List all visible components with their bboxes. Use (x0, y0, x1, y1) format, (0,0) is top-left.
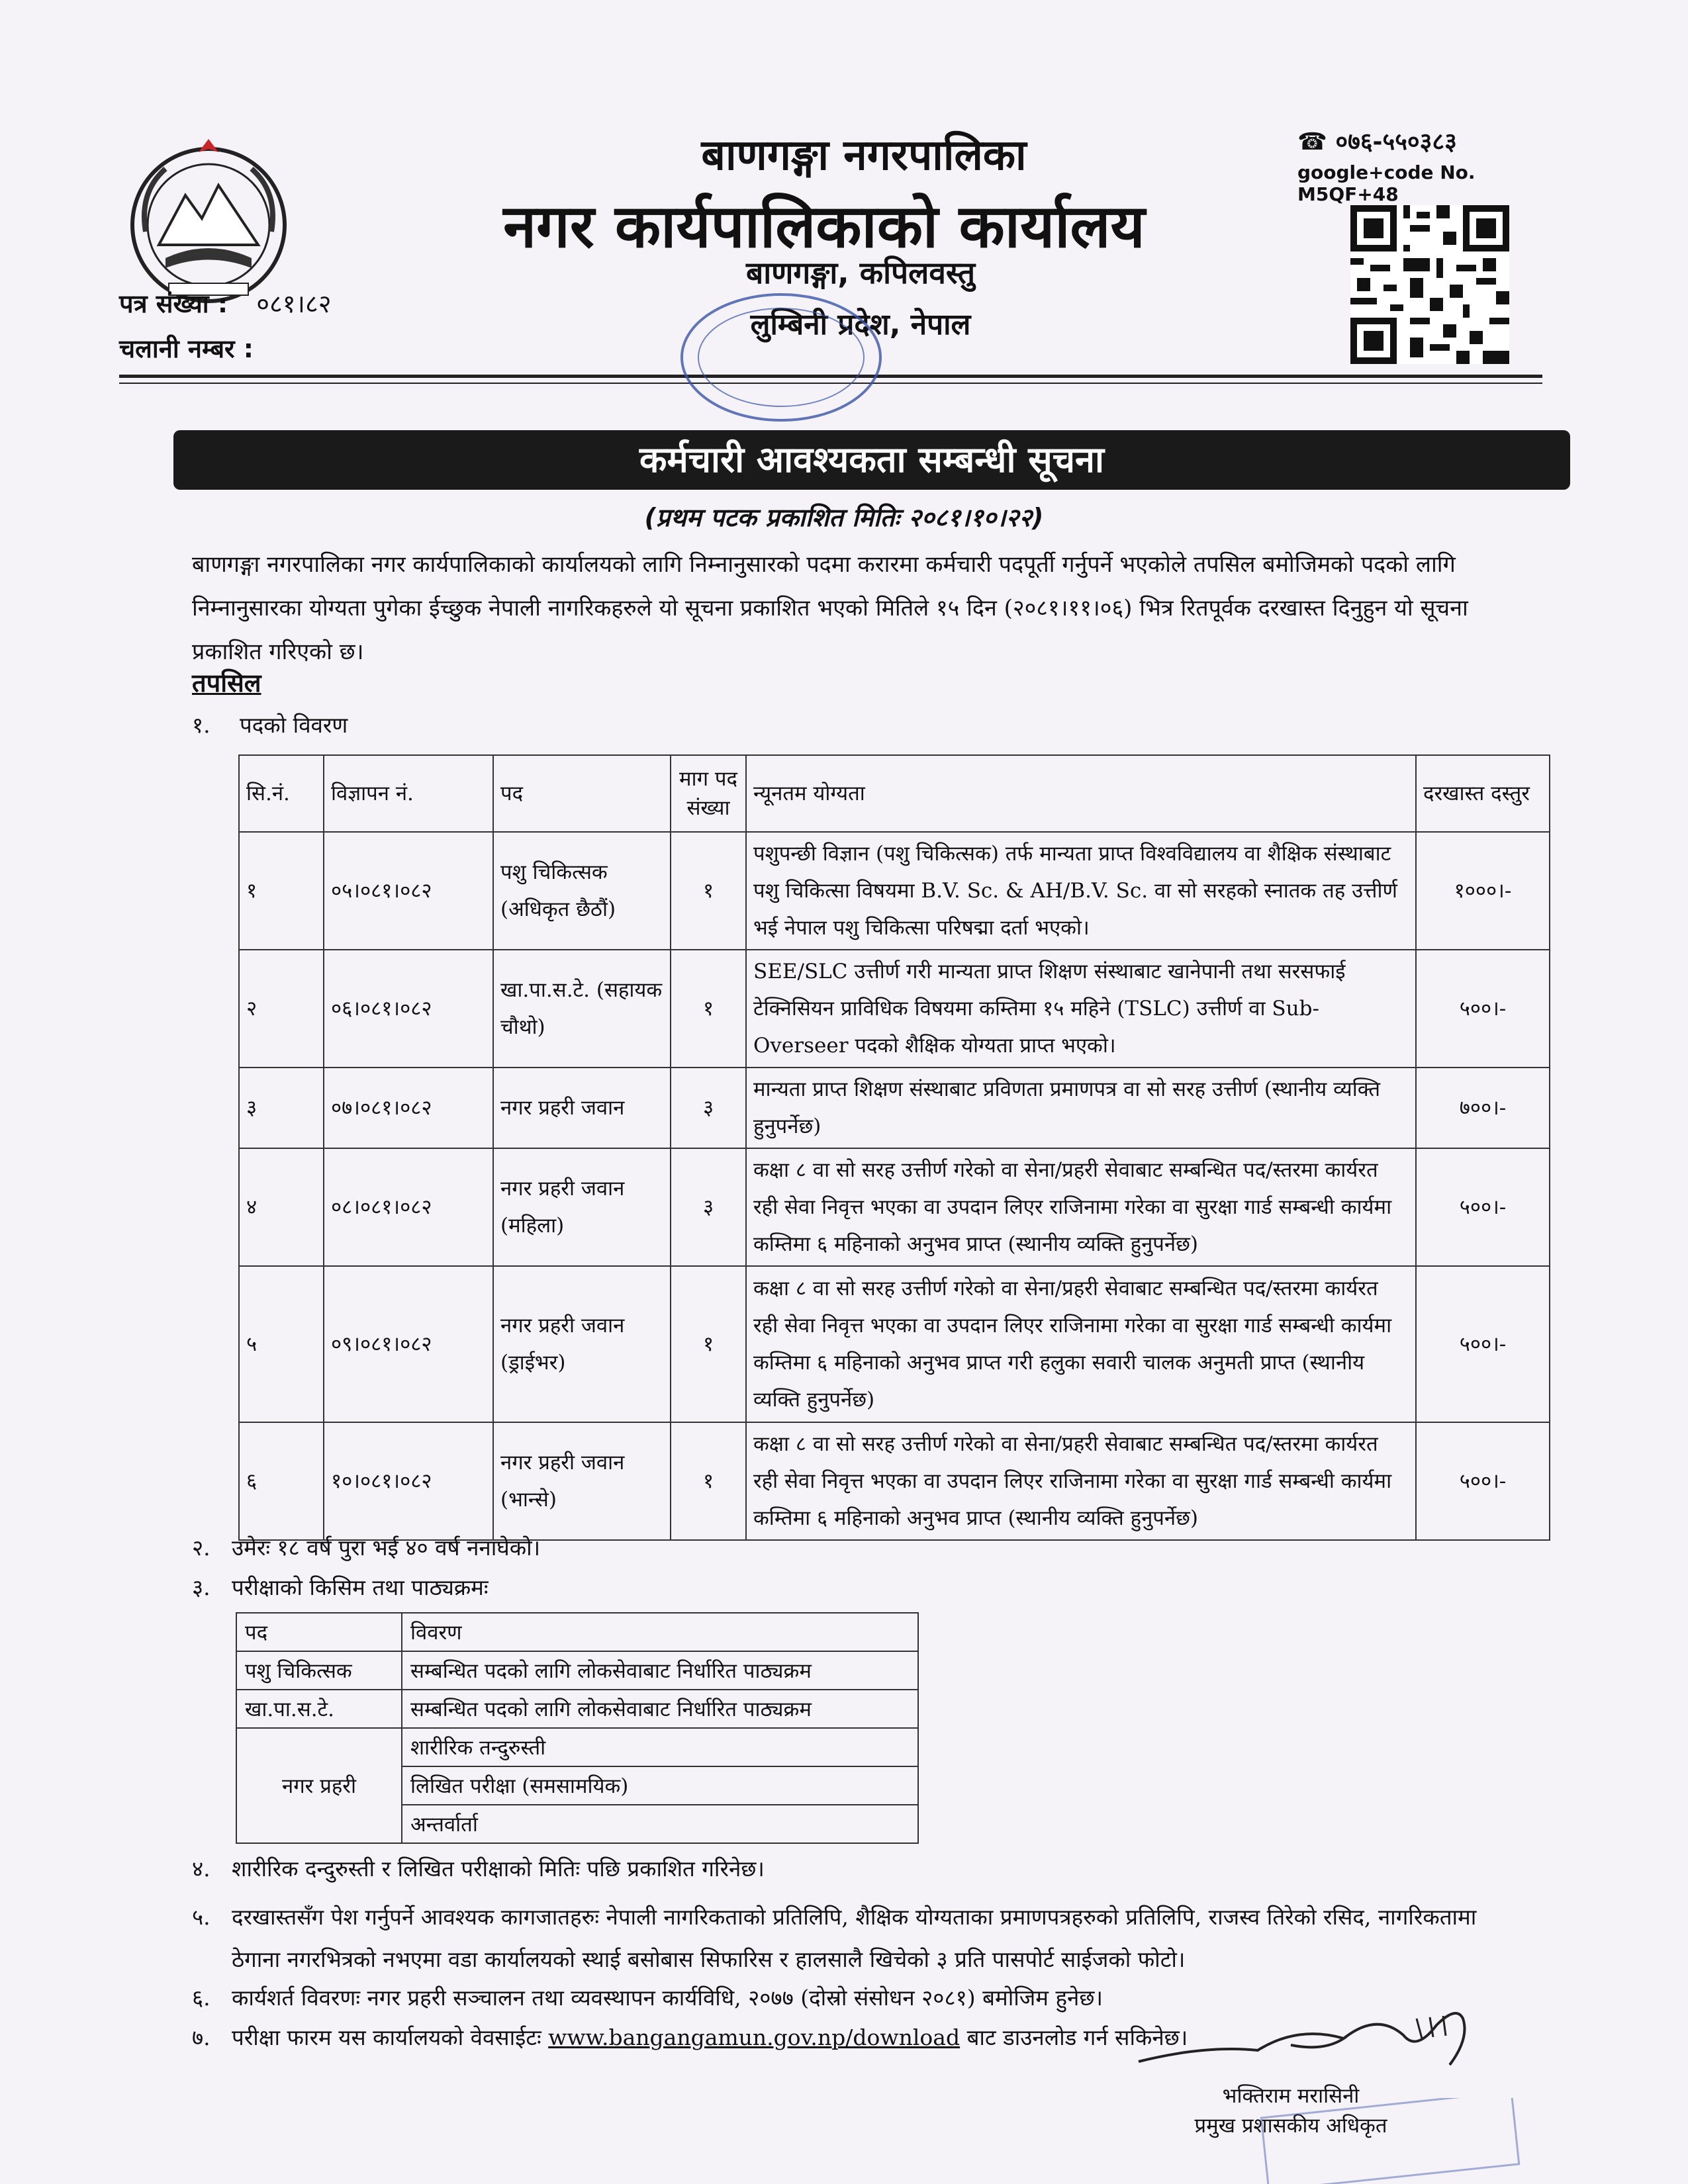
cell-fee: ५००।- (1416, 1266, 1550, 1422)
table-row (239, 950, 1550, 1068)
table-row (239, 1422, 1550, 1540)
phone-number: ☎ ०७६-५५०३८३ (1297, 128, 1457, 156)
item-4-text: शारीरिक दन्दुरुस्ती र लिखित परीक्षाको मितिः पछि प्रकाशित गरिनेछ। (232, 1856, 765, 1882)
cell-fee: १०००।- (1416, 832, 1550, 950)
cell-quantity: १ (671, 832, 746, 950)
cell-fee: ७००।- (1416, 1068, 1550, 1148)
exam-table (236, 1612, 919, 1844)
col-header-quantity: माग पद संख्या (671, 755, 746, 832)
cell-ad-number: ०९।०८१।०८२ (324, 1266, 493, 1422)
exam-header-detail: विवरण (402, 1613, 918, 1651)
exam-cell-detail: सम्बन्धित पदको लागि लोकसेवाबाट निर्धारित पाठ्यक्रम (402, 1651, 918, 1690)
letter-number-value: ०८१।८२ (256, 289, 332, 318)
item-4-number: ४. (192, 1856, 211, 1882)
cell-post: नगर प्रहरी जवान (ड्राईभर) (493, 1266, 671, 1422)
google-plus-code: google+code No. M5QF+48 (1297, 161, 1476, 205)
cell-serial: ५ (239, 1266, 324, 1422)
cell-serial: २ (239, 950, 324, 1068)
cell-serial: १ (239, 832, 324, 950)
item-7-prefix: परीक्षा फारम यस कार्यालयको वेवसाईटः (232, 2025, 549, 2050)
cell-fee: ५००।- (1416, 1148, 1550, 1266)
item-7-suffix: बाट डाउनलोड गर्न सकिनेछ। (960, 2025, 1188, 2050)
qr-code (1350, 205, 1509, 364)
cell-ad-number: ०६।०८१।०८२ (324, 950, 493, 1068)
letter-number (119, 286, 331, 320)
item-3-text: परीक्षाको किसिम तथा पाठ्यक्रमः (232, 1574, 489, 1600)
item-3-number: ३. (192, 1574, 211, 1600)
cell-fee: ५००।- (1416, 1422, 1550, 1540)
table-row (236, 1690, 918, 1728)
cell-quantity: ३ (671, 1148, 746, 1266)
exam-cell-post: पशु चिकित्सक (236, 1651, 402, 1690)
col-header-fee: दरखास्त दस्तुर (1416, 755, 1550, 832)
cell-post: खा.पा.स.टे. (सहायक चौथो) (493, 950, 671, 1068)
item-6-text: कार्यशर्त विवरणः नगर प्रहरी सञ्चालन तथा व्यवस्थापन कार्यविधि, २०७७ (दोस्रो संसोधन २०८१) बमोजिम हुनेछ। (232, 1985, 1103, 2011)
table-row (236, 1651, 918, 1690)
cell-post: नगर प्रहरी जवान (493, 1068, 671, 1148)
exam-cell-detail: सम्बन्धित पदको लागि लोकसेवाबाट निर्धारित पाठ्यक्रम (402, 1690, 918, 1728)
cell-qualification: कक्षा ८ वा सो सरह उत्तीर्ण गरेको वा सेना/प्रहरी सेवाबाट सम्बन्धित पद/स्तरमा कार्यरत रही सेवा निवृत्त भएका वा उपदान लिएर राजिनामा गरेका वा सुरक्षा गार्ड सम्बन्धी कार्यमा कम्तिमा ६ महिनाको अनुभव प्राप्त (स्थानीय व्यक्ति हुनुपर्नेछ) (746, 1422, 1416, 1540)
cell-ad-number: १०।०८१।०८२ (324, 1422, 493, 1540)
table-row (236, 1728, 918, 1766)
exam-header-post: पद (236, 1613, 402, 1651)
cell-post: नगर प्रहरी जवान (महिला) (493, 1148, 671, 1266)
cell-quantity: १ (671, 1422, 746, 1540)
cell-serial: ४ (239, 1148, 324, 1266)
col-header-serial: सि.नं. (239, 755, 324, 832)
col-header-post: पद (493, 755, 671, 832)
cell-fee: ५००।- (1416, 950, 1550, 1068)
cell-serial: ६ (239, 1422, 324, 1540)
cell-post: नगर प्रहरी जवान (भान्से) (493, 1422, 671, 1540)
item-5-number: ५. (192, 1904, 211, 1930)
item-6-number: ६. (192, 1985, 211, 2011)
exam-cell-detail: शारीरिक तन्दुरुस्ती (402, 1728, 918, 1766)
download-link[interactable]: www.bangangamun.gov.np/download (548, 2025, 961, 2050)
posts-table (238, 754, 1550, 1541)
intro-paragraph: बाणगङ्गा नगरपालिका नगर कार्यपालिकाको कार्यालयको लागि निम्नानुसारको पदमा करारमा कर्मचारी पदपूर्ती गर्नुपर्ने भएकोले तपसिल बमोजिमको पदको लागि निम्नानुसारका योग्यता पुगेका ईच्छुक नेपाली नागरिकहरुले यो सूचना प्रकाशित भएको मितिले १५ दिन (२०८१।११।०६) भित्र रितपूर्वक दरखास्त दिनुहुन यो सूचना प्रकाशित गरिएको छ। (192, 551, 1468, 665)
item-5-text: दरखास्तसँग पेश गर्नुपर्ने आवश्यक कागजातहरुः नेपाली नागरिकताको प्रतिलिपि, शैक्षिक योग्यताका प्रमाणपत्रहरुको प्रतिलिपि, राजस्व तिरेको रसिद, नागरिकतामा ठेगाना नगरभित्रको नभएमा वडा कार्यालयको स्थाई बसोबास सिफारिस र हालसालै खिचेको ३ प्रति पासपोर्ट साईजको फोटो। (232, 1904, 1477, 1972)
cell-qualification: कक्षा ८ वा सो सरह उत्तीर्ण गरेको वा सेना/प्रहरी सेवाबाट सम्बन्धित पद/स्तरमा कार्यरत रही सेवा निवृत्त भएका वा उपदान लिएर राजिनामा गरेका वा सुरक्षा गार्ड सम्बन्धी कार्यमा कम्तिमा ६ महिनाको अनुभव प्राप्त (स्थानीय व्यक्ति हुनुपर्नेछ) (746, 1148, 1416, 1266)
cell-ad-number: ०५।०८१।०८२ (324, 832, 493, 950)
cell-qualification: मान्यता प्राप्त शिक्षण संस्थाबाट प्रविणता प्रमाणपत्र वा सो सरह उत्तीर्ण (स्थानीय व्यक्ति हुनुपर्नेछ) (746, 1068, 1416, 1148)
cell-qualification: SEE/SLC उत्तीर्ण गरी मान्यता प्राप्त शिक्षण संस्थाबाट खानेपानी तथा सरसफाई टेक्निसियन प्राविधिक विषयमा कम्तिमा १५ महिने (TSLC) उत्तीर्ण वा Sub-Overseer पदको शैक्षिक योग्यता प्राप्त भएको। (746, 950, 1416, 1068)
exam-table-header (236, 1613, 918, 1651)
col-header-qualification: न्यूनतम योग्यता (746, 755, 1416, 832)
office-name: नगर कार्यपालिकाको कार्यालय (503, 192, 1145, 261)
table-row (239, 1148, 1550, 1266)
posts-table-header (239, 755, 1550, 832)
office-location: बाणगङ्गा, कपिलवस्तु (745, 255, 976, 291)
table-row (239, 832, 1550, 950)
cell-qualification: कक्षा ८ वा सो सरह उत्तीर्ण गरेको वा सेना/प्रहरी सेवाबाट सम्बन्धित पद/स्तरमा कार्यरत रही सेवा निवृत्त भएका वा उपदान लिएर राजिनामा गरेका वा सुरक्षा गार्ड सम्बन्धी कार्यमा कम्तिमा ६ महिनाको अनुभव प्राप्त गरी हलुका सवारी चालक अनुमती प्राप्त (स्थानीय व्यक्ति हुनुपर्नेछ) (746, 1266, 1416, 1422)
item-7-number: ७. (192, 2025, 211, 2050)
exam-cell-detail: अन्तर्वार्ता (402, 1805, 918, 1843)
cell-ad-number: ०८।०८१।०८२ (324, 1148, 493, 1266)
cell-quantity: १ (671, 1266, 746, 1422)
col-header-ad-number: विज्ञापन नं. (324, 755, 493, 832)
item-2-number: २. (192, 1535, 211, 1561)
table-row (239, 1068, 1550, 1148)
cell-qualification: पशुपन्छी विज्ञान (पशु चिकित्सक) तर्फ मान्यता प्राप्त विश्वविद्यालय वा शैक्षिक संस्थाबाट पशु चिकित्सा विषयमा B.V. Sc. & AH/B.V. Sc. वा सो सरहको स्नातक तह उत्तीर्ण भई नेपाल पशु चिकित्सा परिषद्मा दर्ता भएको। (746, 832, 1416, 950)
blue-name-stamp (1258, 2098, 1523, 2184)
exam-cell-post: नगर प्रहरी (236, 1728, 402, 1843)
cell-quantity: ३ (671, 1068, 746, 1148)
item-1-text: पदको विवरण (240, 712, 348, 738)
item-2-text: उमेरः १८ वर्ष पुरा भई ४० वर्ष ननाघेको। (232, 1535, 541, 1561)
tapsil-heading: तपसिल (192, 668, 261, 698)
item-1-number: १. (192, 712, 211, 738)
signatory-name: भक्तिराम मरासिनी (1222, 2084, 1360, 2108)
cell-post: पशु चिकित्सक (अधिकृत छैठौं) (493, 832, 671, 950)
notice-title-banner: कर्मचारी आवश्यकता सम्बन्धी सूचना (173, 430, 1570, 490)
published-date: (प्रथम पटक प्रकाशित मितिः २०८१।१०।२२) (644, 503, 1044, 532)
cell-quantity: १ (671, 950, 746, 1068)
exam-cell-post: खा.पा.स.टे. (236, 1690, 402, 1728)
table-row (239, 1266, 1550, 1422)
signature-image (1125, 1999, 1509, 2078)
exam-cell-detail: लिखित परीक्षा (समसामयिक) (402, 1766, 918, 1805)
office-seal-stamp (662, 278, 900, 450)
signatory-title: प्रमुख प्रशासकीय अधिकृत (1194, 2114, 1387, 2138)
dispatch-number-label: चलानी नम्बर : (119, 334, 254, 363)
municipality-name: बाणगङ्गा नगरपालिका (701, 131, 1027, 180)
office-province: लुम्बिनी प्रदेश, नेपाल (750, 308, 971, 341)
cell-serial: ३ (239, 1068, 324, 1148)
cell-ad-number: ०७।०८१।०८२ (324, 1068, 493, 1148)
letter-number-label: पत्र संख्या : (119, 289, 228, 318)
